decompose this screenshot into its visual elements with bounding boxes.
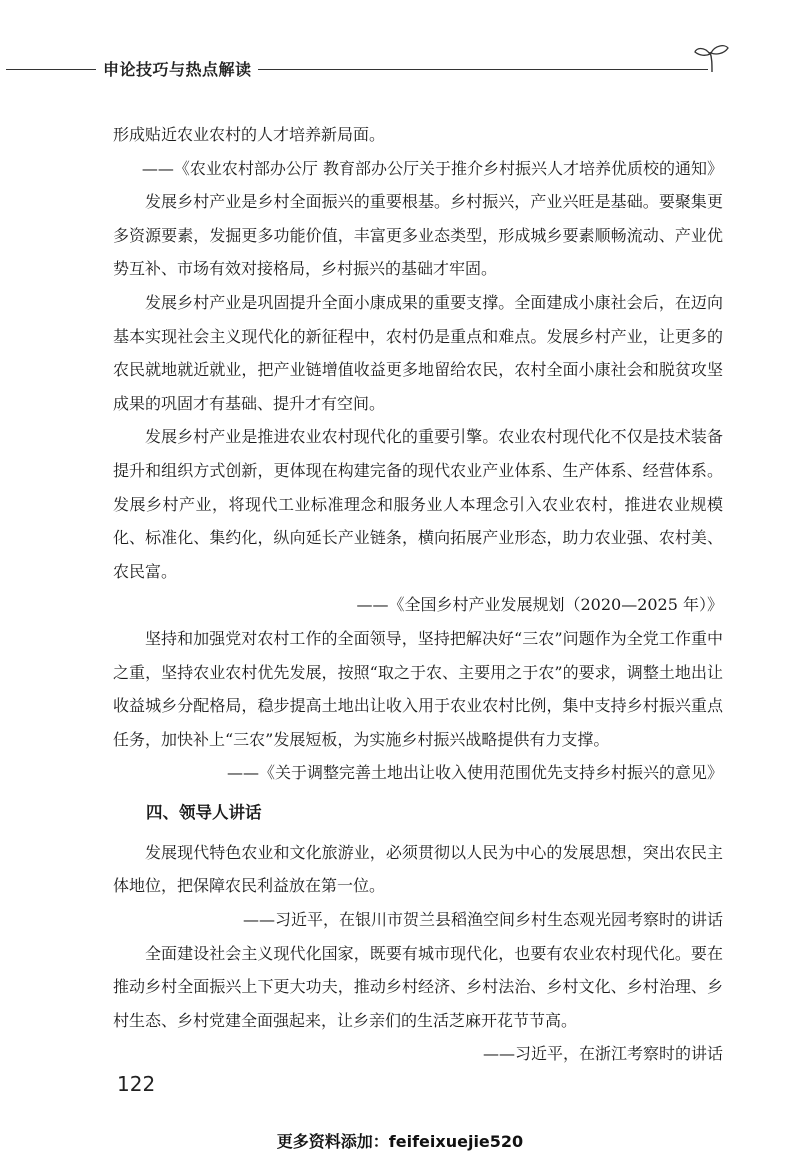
running-header: [0, 52, 800, 82]
sprout-icon: [692, 42, 732, 74]
paragraph: 发展现代特色农业和文化旅游业，必须贯彻以人民为中心的发展思想，突出农民主体地位，把保障农民利益放在第一位。: [113, 842, 723, 896]
paragraph: 发展乡村产业是推进农业农村现代化的重要引擎。农业农村现代化不仅是技术装备提升和组织方式创新，更体现在构建完备的现代农业产业体系、生产体系、经营体系。发展乡村产业，将现代工业标准理念和服务业人本理念引入农业农村，推进农业规模化、标准化、集约化，纵向延长产业链条，横向拓展产业形态，助力农业强、农村美、农民富。: [113, 427, 723, 581]
paragraph: 形成贴近农业农村的人才培养新局面。: [113, 125, 386, 144]
page-number: 122: [117, 1072, 156, 1096]
header-rule-left: [6, 69, 96, 70]
paragraph: 全面建设社会主义现代化国家，既要有城市现代化，也要有农业农村现代化。要在推动乡村全面振兴上下更大功夫，推动乡村经济、乡村法治、乡村文化、乡村治理、乡村生态、乡村党建全面强起来，让乡亲们的生活芝麻开花节节高。: [113, 943, 723, 1030]
footer-note: 更多资料添加：feifeixuejie520: [276, 1132, 524, 1151]
paragraph: 发展乡村产业是巩固提升全面小康成果的重要支撑。全面建成小康社会后，在迈向基本实现社会主义现代化的新征程中，农村仍是重点和难点。发展乡村产业，让更多的农民就地就近就业，把产业链增值收益更多地留给农民，农村全面小康社会和脱贫攻坚成果的巩固才有基础、提升才有空间。: [113, 292, 723, 413]
source-citation: ——《农业农村部办公厅 教育部办公厅关于推介乡村振兴人才培养优质校的通知》: [141, 158, 723, 178]
source-citation: ——《关于调整完善土地出让收入使用范围优先支持乡村振兴的意见》: [226, 763, 723, 783]
source-citation: ——《全国乡村产业发展规划（2020—2025 年）》: [356, 595, 723, 615]
section-heading: 四、领导人讲话: [146, 802, 262, 822]
header-title: 申论技巧与热点解读: [103, 60, 252, 79]
paragraph: 坚持和加强党对农村工作的全面领导，坚持把解决好“三农”问题作为全党工作重中之重，坚持农业农村优先发展，按照“取之于农、主要用之于农”的要求，调整土地出让收益城乡分配格局，稳步提高土地出让收入用于农业农村比例，集中支持乡村振兴重点任务，加快补上“三农”发展短板，为实施乡村振兴战略提供有力支撑。: [113, 628, 723, 749]
source-citation: ——习近平，在银川市贺兰县稻渔空间乡村生态观光园考察时的讲话: [242, 910, 723, 930]
paragraph: 发展乡村产业是乡村全面振兴的重要根基。乡村振兴，产业兴旺是基础。要聚集更多资源要素，发掘更多功能价值，丰富更多业态类型，形成城乡要素顺畅流动、产业优势互补、市场有效对接格局，乡村振兴的基础才牢固。: [113, 192, 723, 279]
page-body: [113, 118, 723, 1071]
source-citation: ——习近平，在浙江考察时的讲话: [482, 1044, 723, 1064]
header-rule-right: [258, 69, 708, 70]
